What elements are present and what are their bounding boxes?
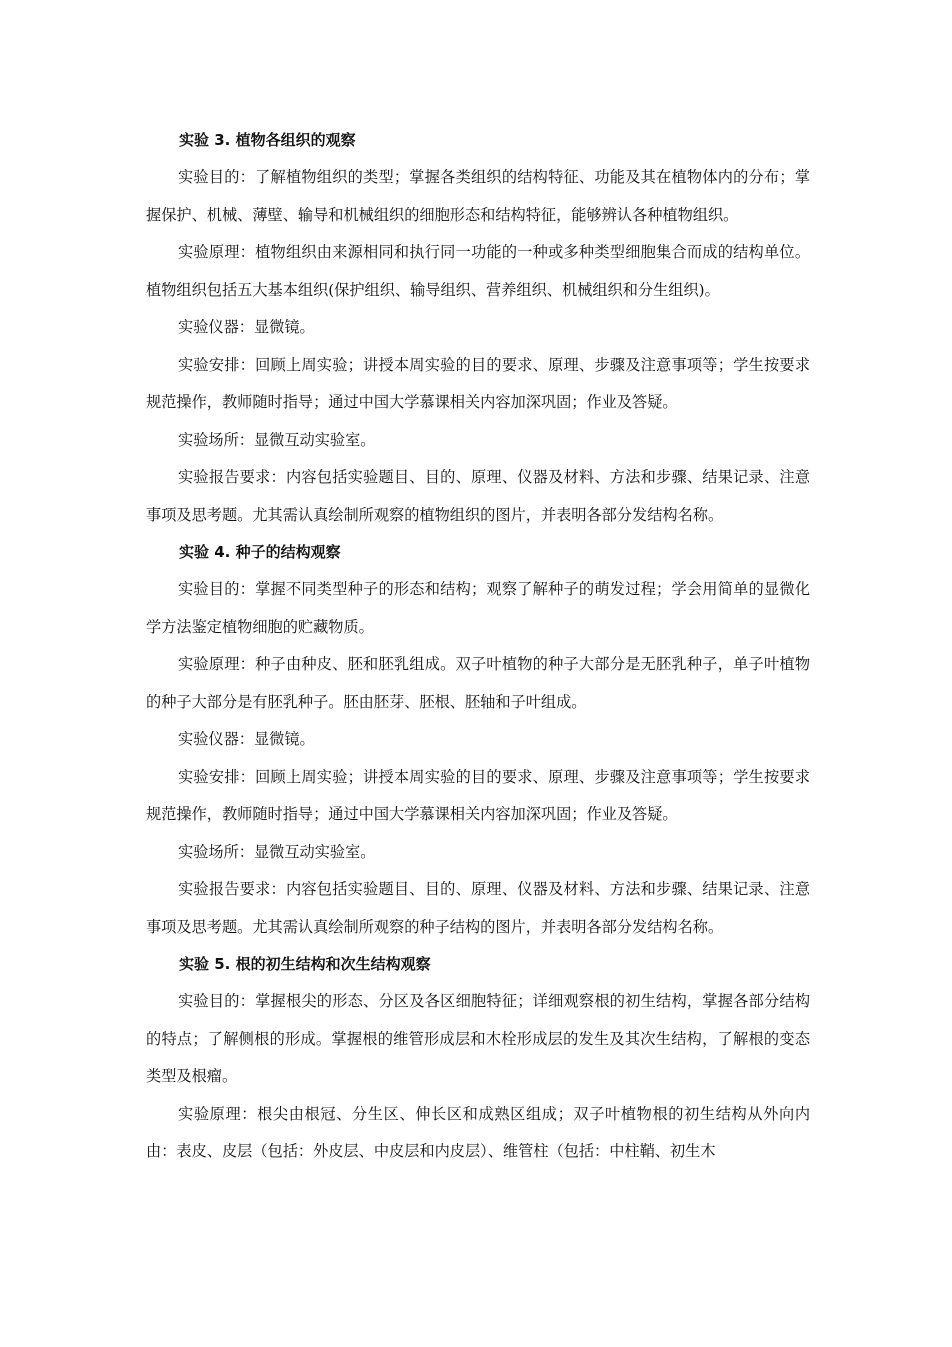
paragraph-arrangement: 实验安排：回顾上周实验；讲授本周实验的目的要求、原理、步骤及注意事项等；学生按要求规范操作，教师随时指导；通过中国大学慕课相关内容加深巩固；作业及答疑。 [146, 767, 810, 823]
paragraph-arrangement: 实验安排：回顾上周实验；讲授本周实验的目的要求、原理、步骤及注意事项等；学生按要求规范操作，教师随时指导；通过中国大学慕课相关内容加深巩固；作业及答疑。 [146, 355, 810, 411]
paragraph-location: 实验场所：显微互动实验室。 [178, 430, 376, 449]
paragraph-purpose: 实验目的：掌握不同类型种子的形态和结构；观察了解种子的萌发过程；学会用简单的显微化学方法鉴定植物细胞的贮藏物质。 [146, 580, 810, 636]
section-heading: 实验 5. 根的初生结构和次生结构观察 [179, 955, 431, 973]
section-experiment-4 [146, 534, 810, 946]
section-experiment-5 [146, 946, 810, 1171]
paragraph-purpose: 实验目的：掌握根尖的形态、分区及各区细胞特征；详细观察根的初生结构，掌握各部分结构的特点；了解侧根的形成。掌握根的维管形成层和木栓形成层的发生及其次生结构，了解根的变态类型及根瘤。 [146, 992, 810, 1085]
paragraph-principle: 实验原理：植物组织由来源相同和执行同一功能的一种或多种类型细胞集合而成的结构单位。植物组织包括五大基本组织(保护组织、输导组织、营养组织、机械组织和分生组织)。 [146, 243, 810, 299]
section-experiment-3 [146, 122, 810, 534]
paragraph-report: 实验报告要求：内容包括实验题目、目的、原理、仪器及材料、方法和步骤、结果记录、注意事项及思考题。尤其需认真绘制所观察的种子结构的图片，并表明各部分发结构名称。 [146, 880, 810, 936]
paragraph-location: 实验场所：显微互动实验室。 [178, 842, 376, 861]
paragraph-report: 实验报告要求：内容包括实验题目、目的、原理、仪器及材料、方法和步骤、结果记录、注意事项及思考题。尤其需认真绘制所观察的植物组织的图片，并表明各部分发结构名称。 [146, 468, 810, 524]
paragraph-instrument: 实验仪器：显微镜。 [178, 318, 315, 336]
paragraph-principle: 实验原理：根尖由根冠、分生区、伸长区和成熟区组成；双子叶植物根的初生结构从外向内由：表皮、皮层（包括：外皮层、中皮层和内皮层）、维管柱（包括：中柱鞘、初生木 [146, 1104, 810, 1160]
paragraph-instrument: 实验仪器：显微镜。 [178, 730, 315, 748]
section-heading: 实验 4. 种子的结构观察 [179, 543, 341, 561]
paragraph-purpose: 实验目的：了解植物组织的类型；掌握各类组织的结构特征、功能及其在植物体内的分布；掌握保护、机械、薄壁、输导和机械组织的细胞形态和结构特征，能够辨认各种植物组织。 [146, 168, 810, 224]
section-heading: 实验 3. 植物各组织的观察 [179, 131, 356, 149]
paragraph-principle: 实验原理：种子由种皮、胚和胚乳组成。双子叶植物的种子大部分是无胚乳种子，单子叶植物的种子大部分是有胚乳种子。胚由胚芽、胚根、胚轴和子叶组成。 [146, 655, 810, 711]
document-page [146, 122, 810, 1171]
